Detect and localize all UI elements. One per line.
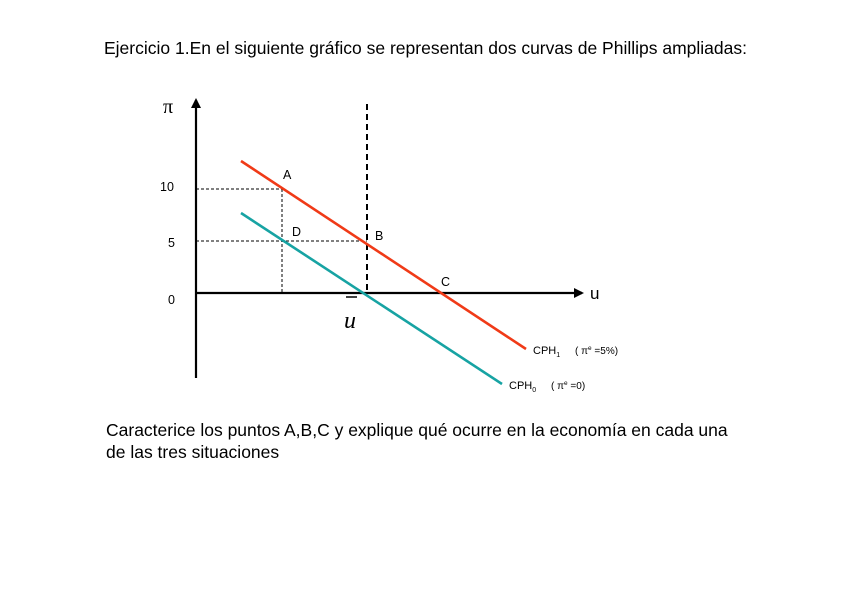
y-tick-0: 0: [168, 293, 175, 307]
cph1-expectation-close: =5%): [591, 346, 619, 357]
point-c-label: C: [441, 275, 451, 289]
x-axis-label: u: [590, 284, 600, 303]
cph0-expectation-open: ( π: [551, 381, 565, 392]
cph1-name: CPH: [533, 345, 557, 357]
point-b-label: B: [375, 229, 384, 243]
exercise-title: Ejercicio 1.En el siguiente gráfico se representan dos curvas de Phillips ampliadas:: [104, 38, 747, 58]
cph0-expectation-close: =0): [567, 381, 586, 392]
exercise-question: [106, 419, 786, 463]
cph1-expectation-sup: e: [588, 345, 592, 352]
y-axis-label: π: [163, 96, 174, 118]
question-line-2: de las tres situaciones: [106, 442, 280, 462]
point-a-label: A: [283, 168, 292, 182]
cph0-name: CPH: [509, 380, 533, 392]
natural-rate-label: u: [344, 308, 356, 334]
cph0-subscript: 0: [532, 387, 537, 394]
cph1-subscript: 1: [556, 352, 561, 359]
point-d-label: D: [292, 225, 302, 239]
y-tick-5: 5: [168, 236, 175, 250]
curve-cph1: [241, 161, 526, 349]
question-line-1: Caracterice los puntos A,B,C y explique qué ocurre en la economía en cada una: [106, 420, 728, 440]
y-tick-10: 10: [160, 180, 174, 194]
cph0-expectation-sup: e: [564, 380, 568, 387]
cph0-label: [509, 380, 585, 394]
curve-cph0: [241, 213, 502, 384]
cph1-label: [533, 345, 618, 359]
cph1-expectation-open: ( π: [575, 346, 589, 357]
